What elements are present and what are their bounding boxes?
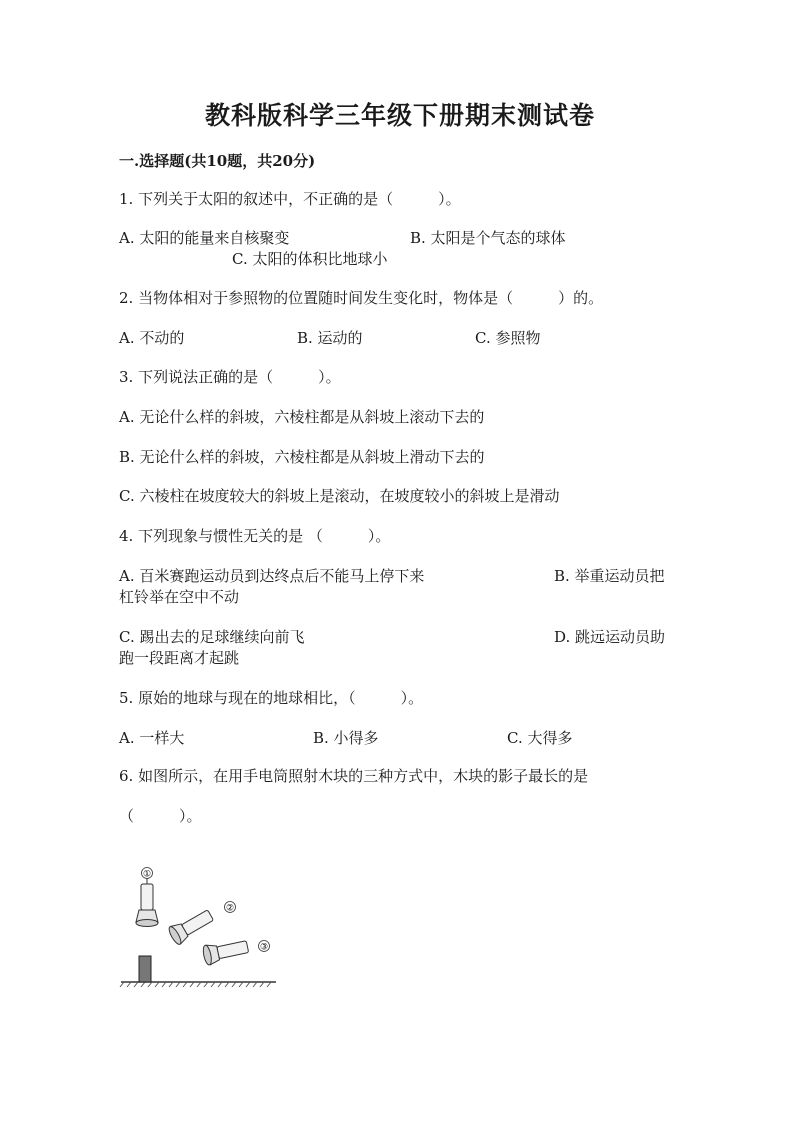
wooden-block [139, 956, 151, 982]
question-4-stem: 4. 下列现象与惯性无关的是 （ ）。 [119, 527, 391, 545]
question-5-option-c: C. 大得多 [507, 729, 573, 747]
question-3-stem: 3. 下列说法正确的是（ ）。 [119, 368, 341, 386]
question-6-stem-continued: （ ）。 [119, 807, 202, 825]
flashlight-1 [136, 874, 158, 927]
page-title: 教科版科学三年级下册期末测试卷 [204, 101, 595, 130]
question-4-option-b-continued: 杠铃举在空中不动 [119, 588, 240, 606]
question-3-option-a: A. 无论什么样的斜坡，六棱柱都是从斜坡上滚动下去的 [119, 408, 485, 426]
question-1-option-a: A. 太阳的能量来自核聚变 [119, 229, 290, 247]
question-2-option-c: C. 参照物 [475, 329, 541, 347]
question-3-option-c: C. 六棱柱在坡度较大的斜坡上是滚动，在坡度较小的斜坡上是滑动 [119, 487, 560, 505]
question-1-stem: 1. 下列关于太阳的叙述中，不正确的是（ ）。 [119, 190, 461, 208]
question-4-option-c: C. 踢出去的足球继续向前飞 [119, 628, 305, 646]
question-1-option-c: C. 太阳的体积比地球小 [232, 250, 388, 268]
question-4-option-d-continued: 跑一段距离才起跳 [119, 649, 240, 667]
question-4-option-b: B. 举重运动员把 [554, 567, 665, 585]
question-5-option-b: B. 小得多 [313, 729, 379, 747]
question-2-option-a: A. 不动的 [119, 329, 185, 347]
flashlight-figure [118, 864, 288, 994]
question-2-option-b: B. 运动的 [297, 329, 363, 347]
label-1: ① [142, 869, 152, 880]
question-2-stem: 2. 当物体相对于参照物的位置随时间发生变化时，物体是（ ）的。 [119, 289, 604, 307]
flashlight-2 [167, 906, 216, 946]
question-5-stem: 5. 原始的地球与现在的地球相比，（ ）。 [119, 689, 424, 707]
label-3: ③ [259, 942, 269, 953]
flashlight-3 [202, 937, 250, 966]
question-3-option-b: B. 无论什么样的斜坡，六棱柱都是从斜坡上滑动下去的 [119, 448, 485, 466]
question-4-option-a: A. 百米赛跑运动员到达终点后不能马上停下来 [119, 567, 425, 585]
question-6-stem: 6. 如图所示，在用手电筒照射木块的三种方式中，木块的影子最长的是 [119, 767, 589, 785]
question-1-option-b: B. 太阳是个气态的球体 [410, 229, 566, 247]
section-heading: 一.选择题(共10题，共20分) [119, 152, 316, 170]
question-4-option-d: D. 跳远运动员助 [554, 628, 666, 646]
question-5-option-a: A. 一样大 [119, 729, 185, 747]
label-2: ② [225, 903, 235, 914]
